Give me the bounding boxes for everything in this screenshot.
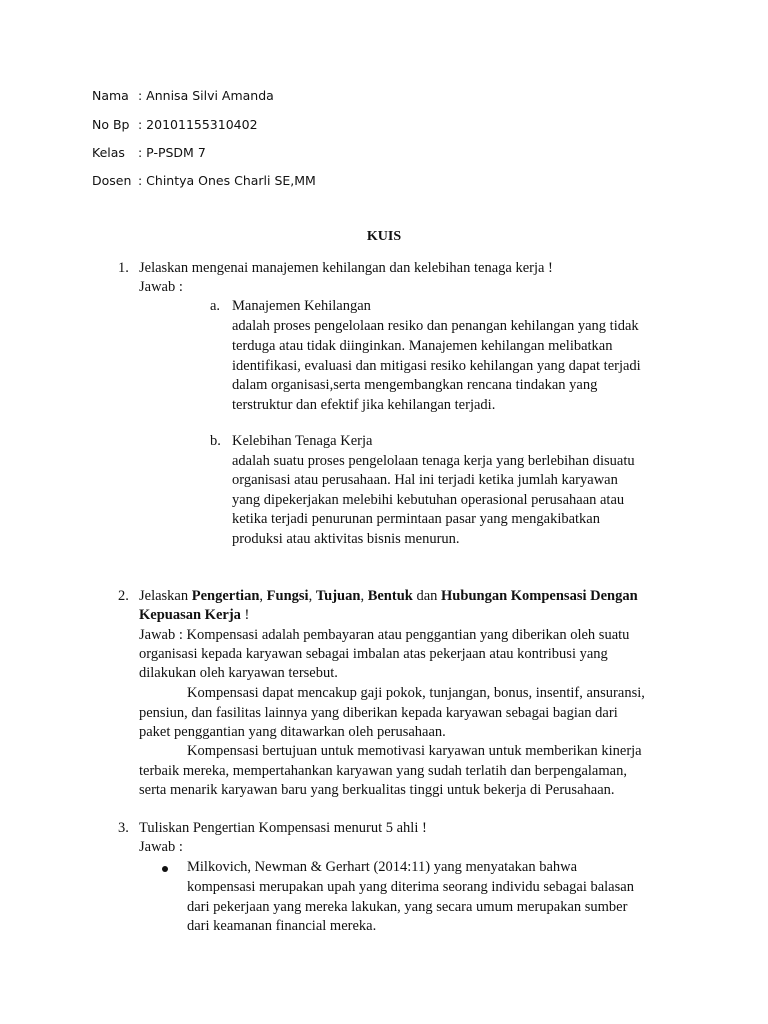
nobp-label: No Bp: [92, 117, 130, 132]
header-nobp: [92, 117, 258, 132]
kelas-label: Kelas: [92, 145, 125, 160]
q2-q-text: Jelaskan: [139, 588, 192, 604]
q1a-line: dalam organisasi,serta mengembangkan rencana tindakan yang: [232, 377, 598, 393]
q1a-line: identifikasi, evaluasi dan mitigasi resiko kehilangan yang dapat terjadi: [232, 358, 641, 374]
q2-q-bold: Kepuasan Kerja: [139, 607, 241, 623]
q2-q-bold: Bentuk: [367, 588, 413, 604]
header-kelas: [92, 145, 206, 160]
q3-bullet-line: dari pekerjaan yang mereka lakukan, yang secara umum merupakan sumber: [187, 899, 628, 915]
q1-jawab: Jawab :: [139, 279, 183, 295]
q1a-line: terduga atau tidak diinginkan. Manajemen kehilangan melibatkan: [232, 338, 613, 354]
q2-answer-line: Kompensasi bertujuan untuk memotivasi karyawan untuk memberikan kinerja: [187, 743, 642, 759]
q2-q-bold: Hubungan Kompensasi Dengan: [441, 588, 638, 604]
q1b-heading: Kelebihan Tenaga Kerja: [232, 433, 373, 449]
q3-number: 3.: [118, 820, 129, 836]
q2-q-sep: dan: [412, 588, 442, 604]
q2-answer-line: serta menarik karyawan baru yang berkualitas tinggi untuk bekerja di Perusahaan.: [139, 782, 615, 798]
kelas-value: : P-PSDM 7: [138, 145, 206, 160]
q2-q-bold: Fungsi: [266, 588, 309, 604]
q2-answer-line: dilakukan oleh karyawan tersebut.: [139, 665, 338, 681]
q1b-marker: b.: [210, 433, 221, 449]
q1a-marker: a.: [210, 298, 221, 314]
q1b-line: organisasi atau perusahaan. Hal ini terjadi ketika jumlah karyawan: [232, 472, 618, 488]
q1b-line: produksi atau aktivitas bisnis menurun.: [232, 531, 460, 547]
q3-jawab: Jawab :: [139, 839, 183, 855]
dosen-label: Dosen: [92, 173, 132, 188]
q1a-line: terstruktur dan efektif jika kehilangan terjadi.: [232, 397, 496, 413]
header-dosen: [92, 173, 316, 188]
q2-question-line2: [139, 606, 249, 625]
q2-number: 2.: [118, 588, 129, 604]
page-title: KUIS: [366, 229, 402, 244]
q2-answer-line: Kompensasi dapat mencakup gaji pokok, tunjangan, bonus, insentif, ansuransi,: [187, 685, 645, 701]
q2-q-bold: Tujuan: [315, 588, 361, 604]
q1a-line: adalah proses pengelolaan resiko dan penangan kehilangan yang tidak: [232, 318, 639, 334]
q2-answer-line: Jawab : Kompensasi adalah pembayaran atau penggantian yang diberikan oleh suatu: [139, 627, 630, 643]
q3-question: Tuliskan Pengertian Kompensasi menurut 5 ahli !: [139, 820, 427, 836]
q1b-line: adalah suatu proses pengelolaan tenaga kerja yang berlebihan disuatu: [232, 453, 635, 469]
q1-question: Jelaskan mengenai manajemen kehilangan dan kelebihan tenaga kerja !: [139, 260, 553, 276]
q3-bullet-line: dari keamanan financial mereka.: [187, 918, 377, 934]
q2-answer-line: organisasi kepada karyawan sebagai imbalan atas pekerjaan atau kontribusi yang: [139, 646, 608, 662]
nama-value: : Annisa Silvi Amanda: [138, 88, 274, 103]
q2-answer-line: pensiun, dan fasilitas lainnya yang diberikan kepada karyawan sebagai bagian dari: [139, 705, 618, 721]
q1-number: 1.: [118, 260, 129, 276]
q2-q-sep: ,: [308, 588, 316, 604]
header-nama: [92, 88, 274, 103]
bullet-icon: [162, 866, 168, 872]
q2-q-sep: ,: [259, 588, 267, 604]
nama-label: Nama: [92, 88, 129, 103]
q2-q-end: !: [240, 607, 250, 623]
q1a-heading: Manajemen Kehilangan: [232, 298, 371, 314]
q3-bullet-line: Milkovich, Newman & Gerhart (2014:11) yang menyatakan bahwa: [187, 859, 578, 875]
q2-q-bold: Pengertian: [191, 588, 260, 604]
dosen-value: : Chintya Ones Charli SE,MM: [138, 173, 316, 188]
nobp-value: : 20101155310402: [138, 117, 258, 132]
q2-q-sep: ,: [360, 588, 368, 604]
q1b-line: yang dipekerjakan melebihi kebutuhan operasional perusahaan atau: [232, 492, 625, 508]
q3-bullet-line: kompensasi merupakan upah yang diterima seorang individu sebagai balasan: [187, 879, 634, 895]
q2-answer-line: paket penggantian yang ditawarkan oleh perusahaan.: [139, 724, 446, 740]
q2-answer-line: terbaik mereka, mempertahankan karyawan yang sudah terlatih dan berpengalaman,: [139, 763, 627, 779]
q2-question-line1: [139, 587, 638, 606]
q1b-line: ketika terjadi penurunan permintaan pasar yang mengakibatkan: [232, 511, 600, 527]
